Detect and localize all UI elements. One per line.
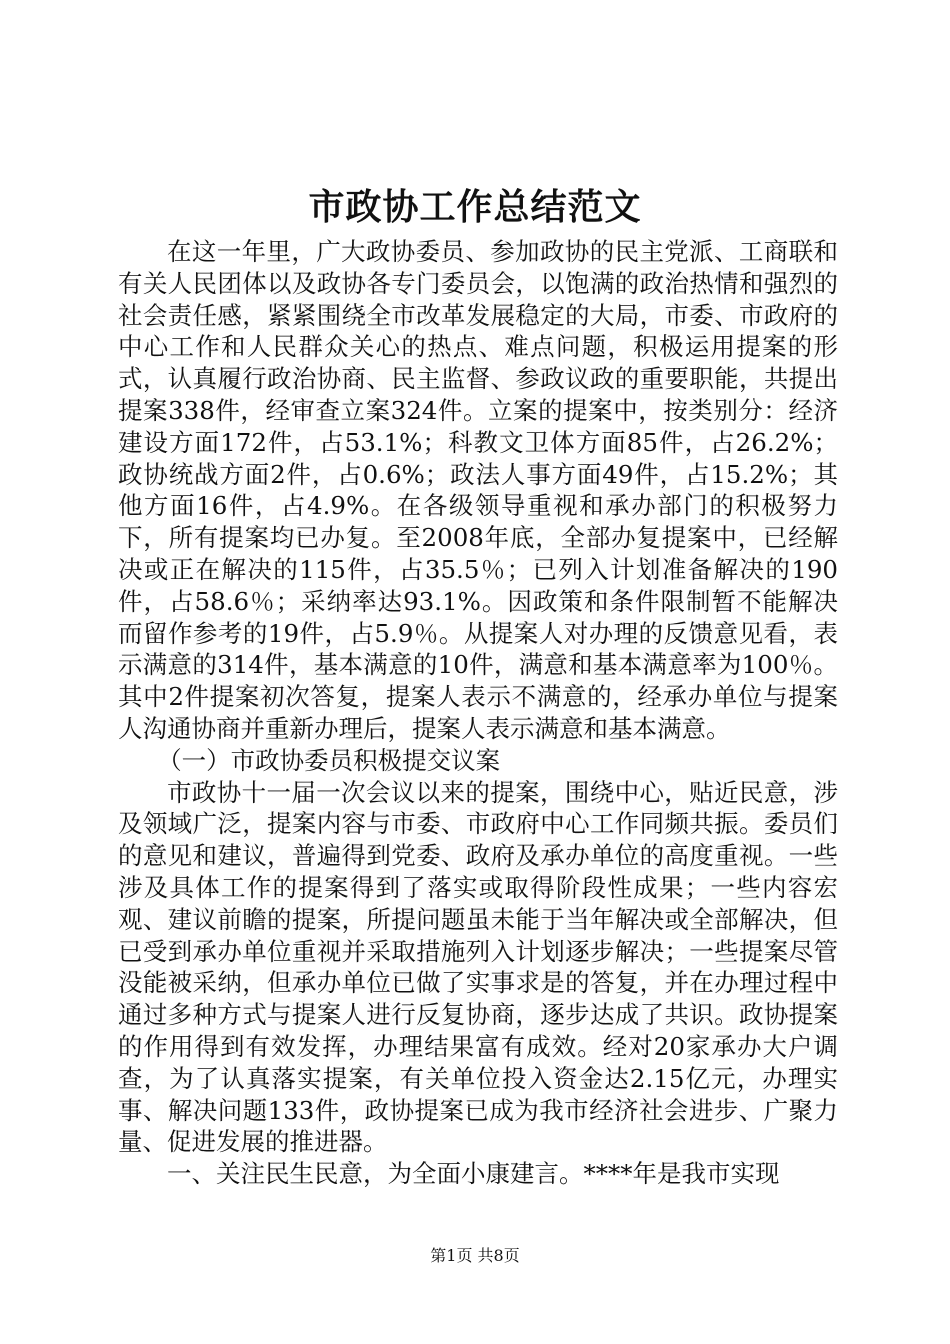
section-heading-proposals: （一）市政协委员积极提交议案 (157, 745, 501, 775)
paragraph-proposals: 市政协十一届一次会议以来的提案，围绕中心，贴近民意，涉及领域广泛，提案内容与市委、市政府中心工作同频共振。委员们的意见和建议，普遍得到党委、政府及承办单位的高度重视。一些涉及具体工作的提案得到了落实或取得阶段性成果；一些内容宏观、建议前瞻的提案，所提问题虽未能于当年解决或全部解决，但已受到承办单位重视并采取措施列入计划逐步解决；一些提案尽管没能被采纳，但承办单位已做了实事求是的答复，并在办理过程中通过多种方式与提案人进行反复协商，逐步达成了共识。政协提案的作用得到有效发挥，办理结果富有成效。经对20家承办大户调查，为了认真落实提案，有关单位投入资金达2.15亿元，办理实事、解决问题133件，政协提案已成为我市经济社会进步、广聚力量、促进发展的推进器。 (118, 777, 838, 1157)
document-title: 市政协工作总结范文 (308, 186, 642, 228)
document-body (118, 236, 838, 1190)
paragraph-summary: 在这一年里，广大政协委员、参加政协的民主党派、工商联和有关人民团体以及政协各专门委员会，以饱满的政治热情和强烈的社会责任感，紧紧围绕全市改革发展稳定的大局，市委、市政府的中心工作和人民群众关心的热点、难点问题，积极运用提案的形式，认真履行政治协商、民主监督、参政议政的重要职能，共提出提案338件，经审查立案324件。立案的提案中，按类别分：经济建设方面172件，占53.1%；科教文卫体方面85件，占26.2%；政协统战方面2件，占0.6%；政法人事方面49件，占15.2%；其他方面16件，占4.9%。在各级领导重视和承办部门的积极努力下，所有提案均已办复。至2008年底，全部办复提案中，已经解决或正在解决的115件，占35.5％；已列入计划准备解决的190件，占58.6％；采纳率达93.1%。因政策和条件限制暂不能解决而留作参考的19件，占5.9％。从提案人对办理的反馈意见看，表示满意的314件，基本满意的10件，满意和基本满意率为100％。其中2件提案初次答复，提案人表示不满意的，经承办单位与提案人沟通协商并重新办理后，提案人表示满意和基本满意。 (118, 237, 838, 743)
page-number-footer: 第1页 共8页 (430, 1246, 520, 1265)
paragraph-livelihood: 一、关注民生民意，为全面小康建言。****年是我市实现 (167, 1159, 780, 1189)
